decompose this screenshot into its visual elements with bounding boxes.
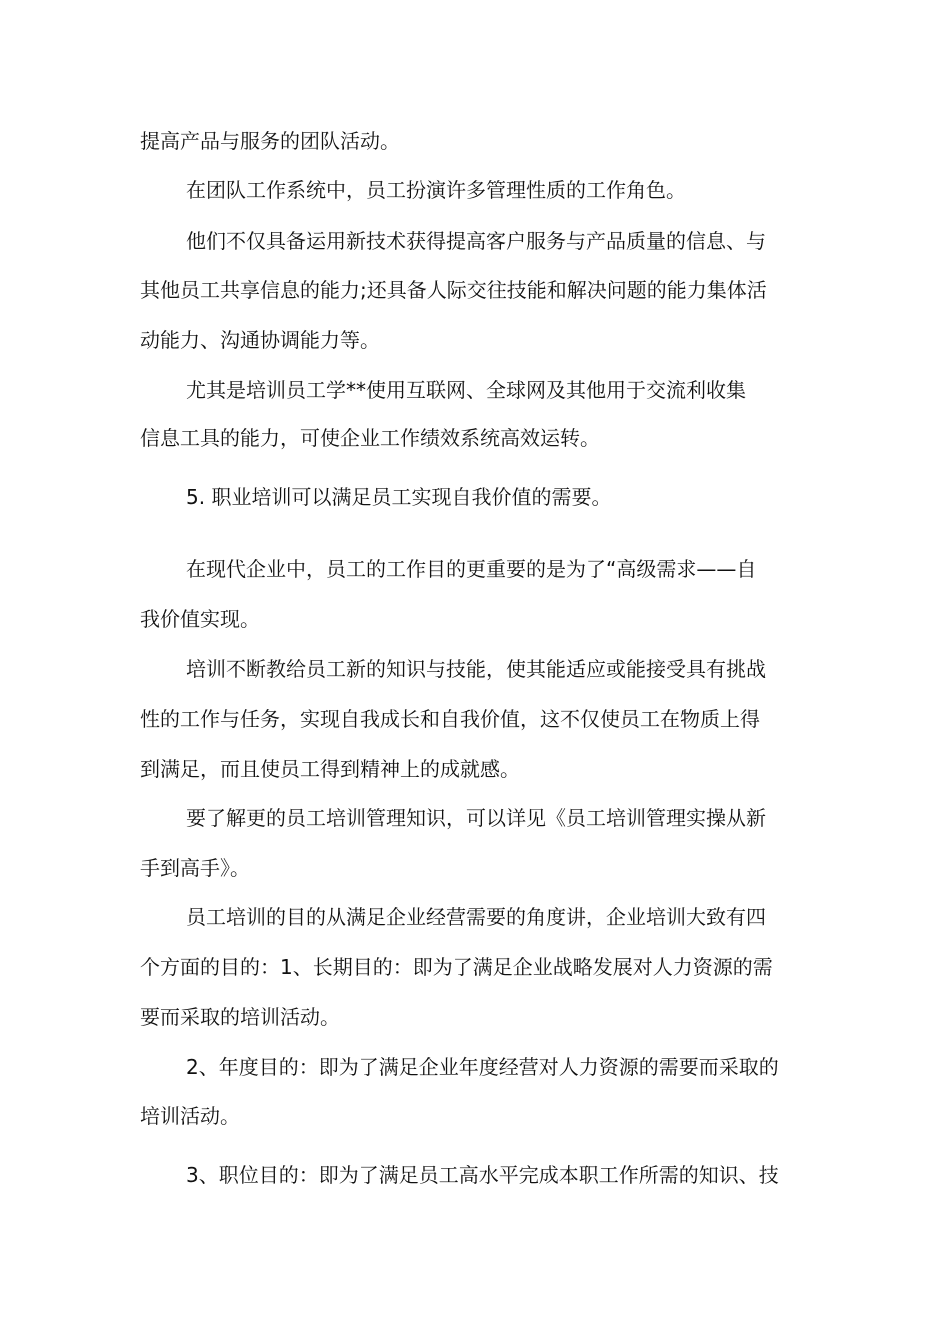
text-line: 培训活动。 [140,1104,240,1128]
text-line: 要了解更的员工培训管理知识，可以详见《员工培训管理实操从新 [186,806,766,830]
text-line: 员工培训的目的从满足企业经营需要的角度讲，企业培训大致有四 [186,905,766,929]
text-line: 在团队工作系统中，员工扮演许多管理性质的工作角色。 [186,178,686,202]
text-line: 在现代企业中，员工的工作目的更重要的是为了“高级需求——自 [186,557,757,581]
text-line: 手到高手》。 [140,856,250,880]
section-heading: 5. 职业培训可以满足员工实现自我价值的需要。 [186,485,612,509]
text-line: 要而采取的培训活动。 [140,1005,340,1029]
text-line: 培训不断教给员工新的知识与技能，使其能适应或能接受具有挑战 [186,657,766,681]
text-line: 提高产品与服务的团队活动。 [140,129,400,153]
text-line: 动能力、沟通协调能力等。 [140,328,380,352]
text-line: 尤其是培训员工学**使用互联网、全球网及其他用于交流利收集 [186,378,746,402]
text-line: 他们不仅具备运用新技术获得提高客户服务与产品质量的信息、与 [186,229,766,253]
text-line: 性的工作与任务，实现自我成长和自我价值，这不仅使员工在物质上得 [140,707,760,731]
text-line: 信息工具的能力，可使企业工作绩效系统高效运转。 [140,426,600,450]
text-line: 我价值实现。 [140,607,260,631]
text-line: 其他员工共享信息的能力;还具备人际交往技能和解决问题的能力集体活 [140,278,767,302]
text-line: 个方面的目的：1、长期目的：即为了满足企业战略发展对人力资源的需 [140,955,773,979]
text-line: 3、职位目的：即为了满足员工高水平完成本职工作所需的知识、技 [186,1163,779,1187]
text-line: 到满足，而且使员工得到精神上的成就感。 [140,757,520,781]
text-line: 2、年度目的：即为了满足企业年度经营对人力资源的需要而采取的 [186,1055,779,1079]
